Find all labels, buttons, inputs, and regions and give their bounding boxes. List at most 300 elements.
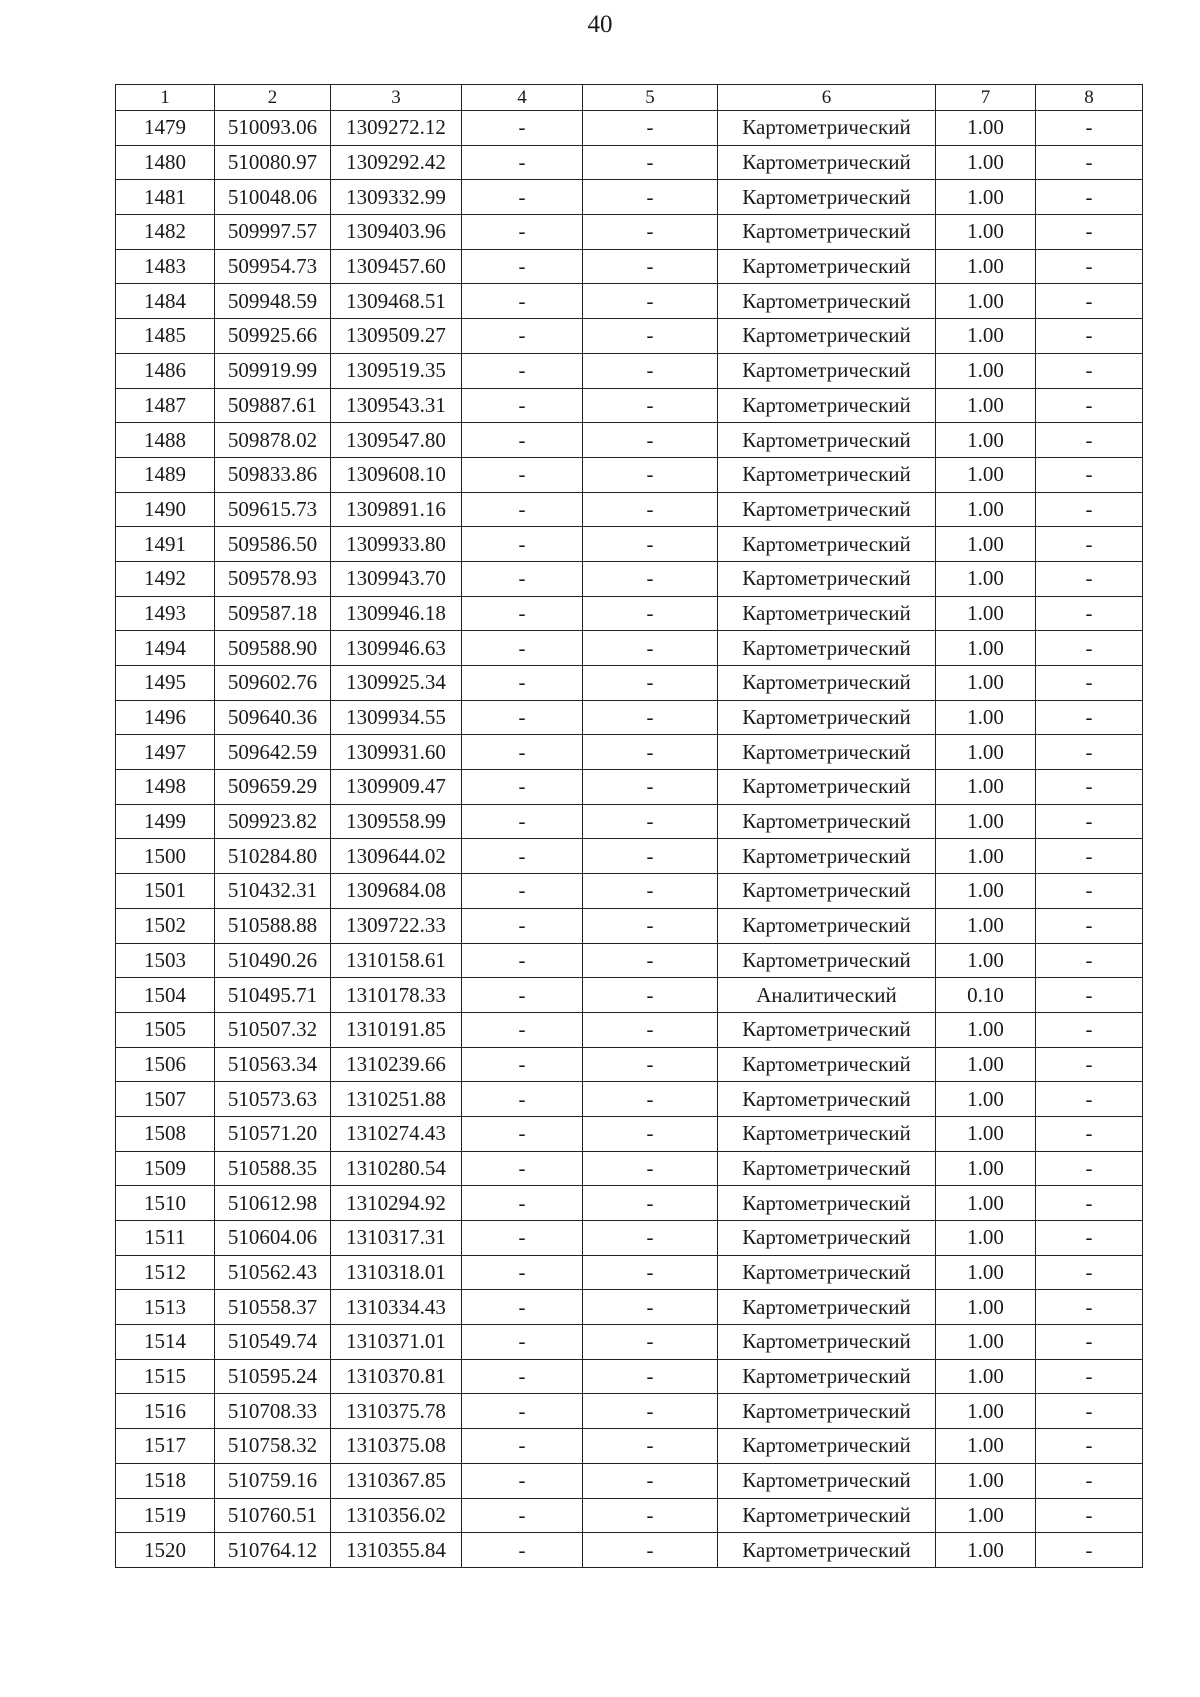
table-row xyxy=(116,1151,1143,1186)
y-coordinate-cell: 1309547.80 xyxy=(331,423,462,458)
method-cell: Картометрический xyxy=(718,423,936,458)
x-coordinate-cell: 509997.57 xyxy=(215,215,331,250)
y-coordinate-cell: 1309684.08 xyxy=(331,874,462,909)
column-5-cell: - xyxy=(583,423,718,458)
accuracy-cell: 1.00 xyxy=(936,735,1036,770)
table-row xyxy=(116,839,1143,874)
accuracy-cell: 1.00 xyxy=(936,1429,1036,1464)
column-4-cell: - xyxy=(462,1463,583,1498)
table-row xyxy=(116,284,1143,319)
column-5-cell: - xyxy=(583,1012,718,1047)
column-4-cell: - xyxy=(462,874,583,909)
x-coordinate-cell: 510573.63 xyxy=(215,1082,331,1117)
x-coordinate-cell: 510571.20 xyxy=(215,1116,331,1151)
table-row xyxy=(116,215,1143,250)
y-coordinate-cell: 1309925.34 xyxy=(331,666,462,701)
column-5-cell: - xyxy=(583,1290,718,1325)
x-coordinate-cell: 510490.26 xyxy=(215,943,331,978)
column-4-cell: - xyxy=(462,839,583,874)
table-row xyxy=(116,249,1143,284)
column-8-cell: - xyxy=(1036,561,1143,596)
column-4-cell: - xyxy=(462,1498,583,1533)
method-cell: Картометрический xyxy=(718,908,936,943)
table-row xyxy=(116,666,1143,701)
method-cell: Картометрический xyxy=(718,1429,936,1464)
column-8-cell: - xyxy=(1036,215,1143,250)
y-coordinate-cell: 1310370.81 xyxy=(331,1359,462,1394)
point-number-cell: 1514 xyxy=(116,1325,215,1360)
column-header-8: 8 xyxy=(1036,85,1143,111)
point-number-cell: 1510 xyxy=(116,1186,215,1221)
coordinates-table xyxy=(115,84,1143,1568)
x-coordinate-cell: 509578.93 xyxy=(215,561,331,596)
y-coordinate-cell: 1310375.78 xyxy=(331,1394,462,1429)
accuracy-cell: 1.00 xyxy=(936,1463,1036,1498)
x-coordinate-cell: 510758.32 xyxy=(215,1429,331,1464)
method-cell: Картометрический xyxy=(718,1047,936,1082)
table-row xyxy=(116,180,1143,215)
column-4-cell: - xyxy=(462,492,583,527)
table-row xyxy=(116,319,1143,354)
column-5-cell: - xyxy=(583,1498,718,1533)
x-coordinate-cell: 509642.59 xyxy=(215,735,331,770)
column-8-cell: - xyxy=(1036,770,1143,805)
x-coordinate-cell: 509602.76 xyxy=(215,666,331,701)
x-coordinate-cell: 509948.59 xyxy=(215,284,331,319)
accuracy-cell: 1.00 xyxy=(936,874,1036,909)
point-number-cell: 1490 xyxy=(116,492,215,527)
column-5-cell: - xyxy=(583,492,718,527)
column-header-4: 4 xyxy=(462,85,583,111)
y-coordinate-cell: 1309933.80 xyxy=(331,527,462,562)
point-number-cell: 1506 xyxy=(116,1047,215,1082)
point-number-cell: 1500 xyxy=(116,839,215,874)
column-8-cell: - xyxy=(1036,1463,1143,1498)
y-coordinate-cell: 1309608.10 xyxy=(331,457,462,492)
column-4-cell: - xyxy=(462,1533,583,1568)
y-coordinate-cell: 1309722.33 xyxy=(331,908,462,943)
y-coordinate-cell: 1310274.43 xyxy=(331,1116,462,1151)
column-5-cell: - xyxy=(583,1116,718,1151)
column-5-cell: - xyxy=(583,215,718,250)
column-5-cell: - xyxy=(583,1463,718,1498)
y-coordinate-cell: 1309332.99 xyxy=(331,180,462,215)
column-8-cell: - xyxy=(1036,492,1143,527)
accuracy-cell: 1.00 xyxy=(936,249,1036,284)
column-4-cell: - xyxy=(462,1047,583,1082)
method-cell: Картометрический xyxy=(718,735,936,770)
column-8-cell: - xyxy=(1036,631,1143,666)
column-4-cell: - xyxy=(462,319,583,354)
method-cell: Картометрический xyxy=(718,1116,936,1151)
accuracy-cell: 1.00 xyxy=(936,908,1036,943)
method-cell: Картометрический xyxy=(718,1325,936,1360)
point-number-cell: 1516 xyxy=(116,1394,215,1429)
y-coordinate-cell: 1309891.16 xyxy=(331,492,462,527)
table-row xyxy=(116,423,1143,458)
accuracy-cell: 1.00 xyxy=(936,596,1036,631)
method-cell: Картометрический xyxy=(718,770,936,805)
column-4-cell: - xyxy=(462,631,583,666)
y-coordinate-cell: 1310367.85 xyxy=(331,1463,462,1498)
x-coordinate-cell: 509833.86 xyxy=(215,457,331,492)
x-coordinate-cell: 510507.32 xyxy=(215,1012,331,1047)
table-row xyxy=(116,804,1143,839)
point-number-cell: 1497 xyxy=(116,735,215,770)
column-5-cell: - xyxy=(583,943,718,978)
accuracy-cell: 1.00 xyxy=(936,666,1036,701)
column-5-cell: - xyxy=(583,1221,718,1256)
column-8-cell: - xyxy=(1036,423,1143,458)
table-row xyxy=(116,908,1143,943)
x-coordinate-cell: 509615.73 xyxy=(215,492,331,527)
point-number-cell: 1482 xyxy=(116,215,215,250)
point-number-cell: 1509 xyxy=(116,1151,215,1186)
table-row xyxy=(116,735,1143,770)
column-8-cell: - xyxy=(1036,145,1143,180)
accuracy-cell: 1.00 xyxy=(936,423,1036,458)
point-number-cell: 1488 xyxy=(116,423,215,458)
point-number-cell: 1494 xyxy=(116,631,215,666)
method-cell: Картометрический xyxy=(718,561,936,596)
x-coordinate-cell: 510604.06 xyxy=(215,1221,331,1256)
column-8-cell: - xyxy=(1036,874,1143,909)
x-coordinate-cell: 510759.16 xyxy=(215,1463,331,1498)
accuracy-cell: 1.00 xyxy=(936,700,1036,735)
accuracy-cell: 1.00 xyxy=(936,1394,1036,1429)
column-5-cell: - xyxy=(583,145,718,180)
x-coordinate-cell: 509587.18 xyxy=(215,596,331,631)
x-coordinate-cell: 509640.36 xyxy=(215,700,331,735)
method-cell: Картометрический xyxy=(718,388,936,423)
point-number-cell: 1498 xyxy=(116,770,215,805)
column-8-cell: - xyxy=(1036,943,1143,978)
method-cell: Картометрический xyxy=(718,1359,936,1394)
table-header xyxy=(116,85,1143,111)
method-cell: Картометрический xyxy=(718,1151,936,1186)
y-coordinate-cell: 1310239.66 xyxy=(331,1047,462,1082)
column-4-cell: - xyxy=(462,735,583,770)
x-coordinate-cell: 509925.66 xyxy=(215,319,331,354)
accuracy-cell: 1.00 xyxy=(936,527,1036,562)
method-cell: Картометрический xyxy=(718,319,936,354)
method-cell: Картометрический xyxy=(718,631,936,666)
method-cell: Картометрический xyxy=(718,1012,936,1047)
accuracy-cell: 1.00 xyxy=(936,1255,1036,1290)
table-row xyxy=(116,145,1143,180)
column-header-2: 2 xyxy=(215,85,331,111)
column-8-cell: - xyxy=(1036,1498,1143,1533)
y-coordinate-cell: 1309509.27 xyxy=(331,319,462,354)
column-5-cell: - xyxy=(583,284,718,319)
table-row xyxy=(116,978,1143,1013)
point-number-cell: 1480 xyxy=(116,145,215,180)
column-8-cell: - xyxy=(1036,1394,1143,1429)
column-4-cell: - xyxy=(462,1290,583,1325)
table-row xyxy=(116,874,1143,909)
y-coordinate-cell: 1310294.92 xyxy=(331,1186,462,1221)
y-coordinate-cell: 1309558.99 xyxy=(331,804,462,839)
column-8-cell: - xyxy=(1036,1082,1143,1117)
column-8-cell: - xyxy=(1036,527,1143,562)
column-4-cell: - xyxy=(462,1359,583,1394)
point-number-cell: 1479 xyxy=(116,111,215,146)
table-row xyxy=(116,1047,1143,1082)
x-coordinate-cell: 510093.06 xyxy=(215,111,331,146)
point-number-cell: 1503 xyxy=(116,943,215,978)
accuracy-cell: 1.00 xyxy=(936,943,1036,978)
y-coordinate-cell: 1310317.31 xyxy=(331,1221,462,1256)
y-coordinate-cell: 1309909.47 xyxy=(331,770,462,805)
method-cell: Картометрический xyxy=(718,249,936,284)
column-5-cell: - xyxy=(583,249,718,284)
method-cell: Картометрический xyxy=(718,353,936,388)
x-coordinate-cell: 509887.61 xyxy=(215,388,331,423)
accuracy-cell: 1.00 xyxy=(936,180,1036,215)
point-number-cell: 1492 xyxy=(116,561,215,596)
table-row xyxy=(116,561,1143,596)
table-row xyxy=(116,700,1143,735)
table-row xyxy=(116,1116,1143,1151)
y-coordinate-cell: 1310355.84 xyxy=(331,1533,462,1568)
point-number-cell: 1520 xyxy=(116,1533,215,1568)
x-coordinate-cell: 509954.73 xyxy=(215,249,331,284)
column-8-cell: - xyxy=(1036,1151,1143,1186)
column-8-cell: - xyxy=(1036,839,1143,874)
x-coordinate-cell: 510588.88 xyxy=(215,908,331,943)
point-number-cell: 1513 xyxy=(116,1290,215,1325)
table-row xyxy=(116,943,1143,978)
method-cell: Картометрический xyxy=(718,284,936,319)
column-header-7: 7 xyxy=(936,85,1036,111)
method-cell: Картометрический xyxy=(718,111,936,146)
x-coordinate-cell: 509878.02 xyxy=(215,423,331,458)
accuracy-cell: 1.00 xyxy=(936,215,1036,250)
table-row xyxy=(116,631,1143,666)
method-cell: Картометрический xyxy=(718,1186,936,1221)
column-8-cell: - xyxy=(1036,700,1143,735)
method-cell: Картометрический xyxy=(718,1255,936,1290)
column-8-cell: - xyxy=(1036,1116,1143,1151)
column-5-cell: - xyxy=(583,457,718,492)
column-5-cell: - xyxy=(583,1082,718,1117)
column-5-cell: - xyxy=(583,874,718,909)
accuracy-cell: 1.00 xyxy=(936,1221,1036,1256)
column-8-cell: - xyxy=(1036,908,1143,943)
column-4-cell: - xyxy=(462,457,583,492)
column-8-cell: - xyxy=(1036,1290,1143,1325)
column-5-cell: - xyxy=(583,735,718,770)
point-number-cell: 1491 xyxy=(116,527,215,562)
table-row xyxy=(116,770,1143,805)
column-8-cell: - xyxy=(1036,319,1143,354)
column-4-cell: - xyxy=(462,666,583,701)
point-number-cell: 1496 xyxy=(116,700,215,735)
x-coordinate-cell: 510612.98 xyxy=(215,1186,331,1221)
table-row xyxy=(116,1429,1143,1464)
column-5-cell: - xyxy=(583,561,718,596)
column-8-cell: - xyxy=(1036,111,1143,146)
column-5-cell: - xyxy=(583,527,718,562)
table-row xyxy=(116,1359,1143,1394)
accuracy-cell: 1.00 xyxy=(936,1498,1036,1533)
y-coordinate-cell: 1309543.31 xyxy=(331,388,462,423)
column-8-cell: - xyxy=(1036,1359,1143,1394)
column-4-cell: - xyxy=(462,1221,583,1256)
accuracy-cell: 0.10 xyxy=(936,978,1036,1013)
column-5-cell: - xyxy=(583,319,718,354)
point-number-cell: 1483 xyxy=(116,249,215,284)
column-5-cell: - xyxy=(583,1394,718,1429)
column-4-cell: - xyxy=(462,770,583,805)
column-4-cell: - xyxy=(462,561,583,596)
accuracy-cell: 1.00 xyxy=(936,1325,1036,1360)
y-coordinate-cell: 1310251.88 xyxy=(331,1082,462,1117)
column-4-cell: - xyxy=(462,1082,583,1117)
column-5-cell: - xyxy=(583,978,718,1013)
column-4-cell: - xyxy=(462,1394,583,1429)
table-row xyxy=(116,388,1143,423)
x-coordinate-cell: 510708.33 xyxy=(215,1394,331,1429)
accuracy-cell: 1.00 xyxy=(936,457,1036,492)
point-number-cell: 1485 xyxy=(116,319,215,354)
accuracy-cell: 1.00 xyxy=(936,561,1036,596)
column-5-cell: - xyxy=(583,1047,718,1082)
column-5-cell: - xyxy=(583,666,718,701)
accuracy-cell: 1.00 xyxy=(936,111,1036,146)
point-number-cell: 1499 xyxy=(116,804,215,839)
column-4-cell: - xyxy=(462,527,583,562)
column-5-cell: - xyxy=(583,804,718,839)
column-8-cell: - xyxy=(1036,284,1143,319)
column-4-cell: - xyxy=(462,353,583,388)
table-row xyxy=(116,457,1143,492)
point-number-cell: 1502 xyxy=(116,908,215,943)
column-5-cell: - xyxy=(583,1186,718,1221)
x-coordinate-cell: 510495.71 xyxy=(215,978,331,1013)
x-coordinate-cell: 510595.24 xyxy=(215,1359,331,1394)
table-row xyxy=(116,1394,1143,1429)
column-4-cell: - xyxy=(462,249,583,284)
method-cell: Картометрический xyxy=(718,1221,936,1256)
column-5-cell: - xyxy=(583,1429,718,1464)
point-number-cell: 1515 xyxy=(116,1359,215,1394)
table-row xyxy=(116,1290,1143,1325)
column-8-cell: - xyxy=(1036,1325,1143,1360)
accuracy-cell: 1.00 xyxy=(936,492,1036,527)
column-4-cell: - xyxy=(462,596,583,631)
column-header-3: 3 xyxy=(331,85,462,111)
column-4-cell: - xyxy=(462,284,583,319)
column-8-cell: - xyxy=(1036,180,1143,215)
point-number-cell: 1489 xyxy=(116,457,215,492)
column-4-cell: - xyxy=(462,215,583,250)
point-number-cell: 1501 xyxy=(116,874,215,909)
method-cell: Картометрический xyxy=(718,527,936,562)
y-coordinate-cell: 1309943.70 xyxy=(331,561,462,596)
table-row xyxy=(116,1325,1143,1360)
column-8-cell: - xyxy=(1036,457,1143,492)
column-header-6: 6 xyxy=(718,85,936,111)
table-row xyxy=(116,111,1143,146)
column-8-cell: - xyxy=(1036,1047,1143,1082)
column-5-cell: - xyxy=(583,1533,718,1568)
accuracy-cell: 1.00 xyxy=(936,388,1036,423)
method-cell: Картометрический xyxy=(718,666,936,701)
table-row xyxy=(116,1498,1143,1533)
x-coordinate-cell: 510562.43 xyxy=(215,1255,331,1290)
column-4-cell: - xyxy=(462,908,583,943)
column-4-cell: - xyxy=(462,700,583,735)
y-coordinate-cell: 1309468.51 xyxy=(331,284,462,319)
column-8-cell: - xyxy=(1036,666,1143,701)
y-coordinate-cell: 1309403.96 xyxy=(331,215,462,250)
y-coordinate-cell: 1310356.02 xyxy=(331,1498,462,1533)
column-5-cell: - xyxy=(583,631,718,666)
accuracy-cell: 1.00 xyxy=(936,353,1036,388)
column-4-cell: - xyxy=(462,804,583,839)
point-number-cell: 1486 xyxy=(116,353,215,388)
column-8-cell: - xyxy=(1036,1429,1143,1464)
accuracy-cell: 1.00 xyxy=(936,284,1036,319)
column-8-cell: - xyxy=(1036,353,1143,388)
column-4-cell: - xyxy=(462,1012,583,1047)
table-row xyxy=(116,1533,1143,1568)
column-8-cell: - xyxy=(1036,388,1143,423)
accuracy-cell: 1.00 xyxy=(936,1186,1036,1221)
page-number: 40 xyxy=(587,11,613,38)
x-coordinate-cell: 510760.51 xyxy=(215,1498,331,1533)
column-8-cell: - xyxy=(1036,804,1143,839)
point-number-cell: 1518 xyxy=(116,1463,215,1498)
x-coordinate-cell: 509923.82 xyxy=(215,804,331,839)
column-5-cell: - xyxy=(583,908,718,943)
method-cell: Картометрический xyxy=(718,492,936,527)
column-4-cell: - xyxy=(462,111,583,146)
column-5-cell: - xyxy=(583,1255,718,1290)
table-row xyxy=(116,1186,1143,1221)
column-8-cell: - xyxy=(1036,1221,1143,1256)
y-coordinate-cell: 1309457.60 xyxy=(331,249,462,284)
column-5-cell: - xyxy=(583,180,718,215)
y-coordinate-cell: 1310158.61 xyxy=(331,943,462,978)
point-number-cell: 1484 xyxy=(116,284,215,319)
column-8-cell: - xyxy=(1036,249,1143,284)
point-number-cell: 1512 xyxy=(116,1255,215,1290)
column-5-cell: - xyxy=(583,700,718,735)
column-4-cell: - xyxy=(462,388,583,423)
column-5-cell: - xyxy=(583,353,718,388)
table-row xyxy=(116,527,1143,562)
column-header-1: 1 xyxy=(116,85,215,111)
x-coordinate-cell: 509586.50 xyxy=(215,527,331,562)
y-coordinate-cell: 1309272.12 xyxy=(331,111,462,146)
point-number-cell: 1517 xyxy=(116,1429,215,1464)
method-cell: Картометрический xyxy=(718,1498,936,1533)
point-number-cell: 1481 xyxy=(116,180,215,215)
point-number-cell: 1511 xyxy=(116,1221,215,1256)
column-8-cell: - xyxy=(1036,1012,1143,1047)
accuracy-cell: 1.00 xyxy=(936,319,1036,354)
y-coordinate-cell: 1309946.63 xyxy=(331,631,462,666)
method-cell: Картометрический xyxy=(718,1394,936,1429)
column-4-cell: - xyxy=(462,1429,583,1464)
column-4-cell: - xyxy=(462,1186,583,1221)
y-coordinate-cell: 1310334.43 xyxy=(331,1290,462,1325)
table-row xyxy=(116,353,1143,388)
x-coordinate-cell: 509588.90 xyxy=(215,631,331,666)
method-cell: Картометрический xyxy=(718,700,936,735)
